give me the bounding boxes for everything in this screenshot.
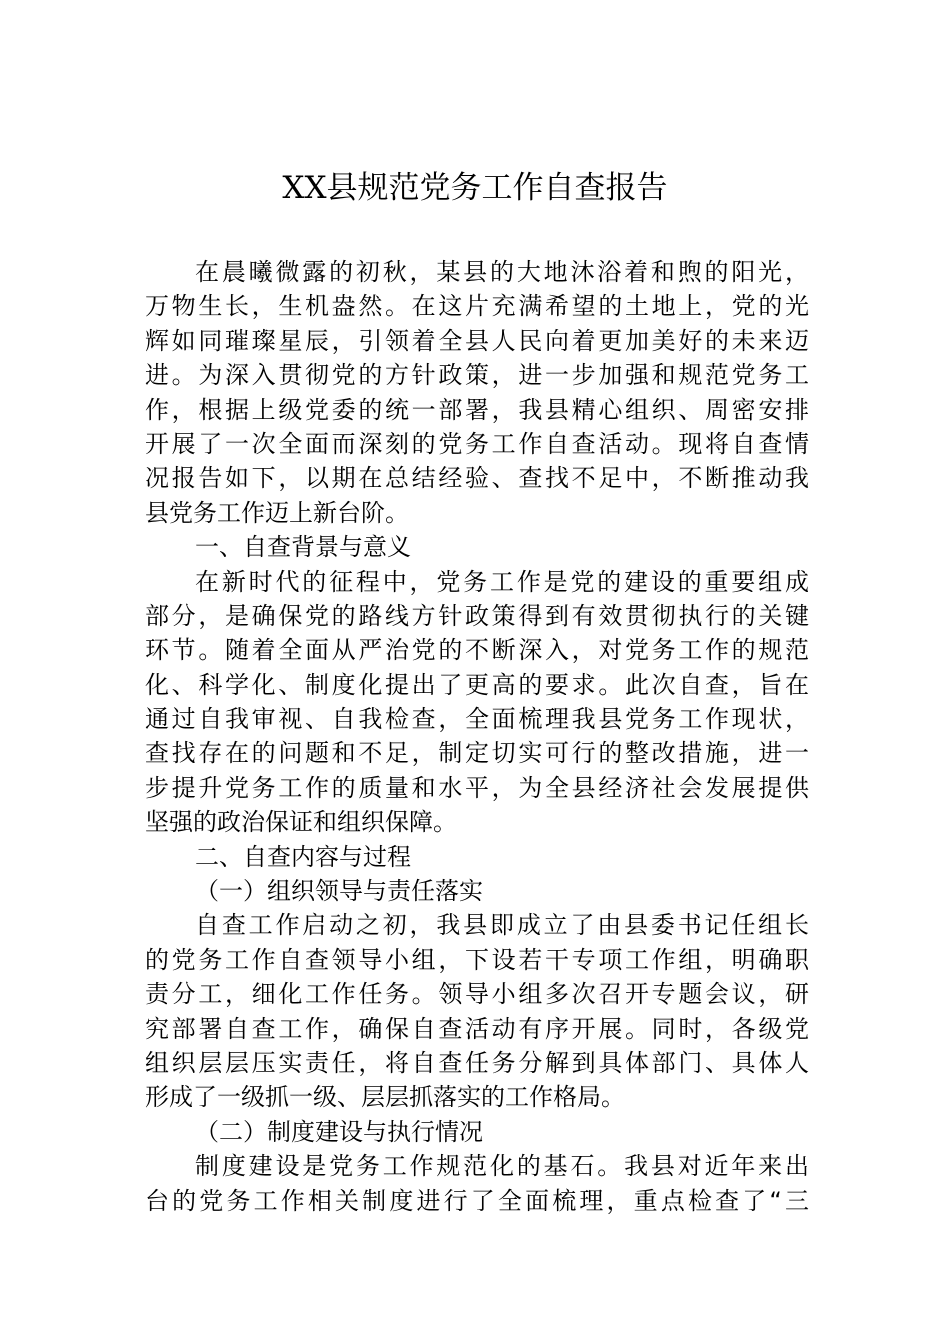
document-body <box>145 255 809 1218</box>
paragraph-line: 坚强的政治保证和组织保障。 <box>145 808 457 837</box>
paragraph-line: 的党务工作自查领导小组，下设若干专项工作组，明确职 <box>145 945 809 974</box>
paragraph-line: 县党务工作迈上新台阶。 <box>145 498 409 527</box>
section-heading: 一、自查背景与意义 <box>195 533 411 562</box>
paragraph-line: 开展了一次全面而深刻的党务工作自查活动。现将自查情 <box>145 429 809 458</box>
paragraph-line: 台的党务工作相关制度进行了全面梳理，重点检查了“三 <box>145 1186 809 1215</box>
paragraph-line: 自查工作启动之初，我县即成立了由县委书记任组长 <box>195 911 809 940</box>
paragraph-line: 万物生长，生机盎然。在这片充满希望的土地上，党的光 <box>145 292 809 321</box>
paragraph-line: 在新时代的征程中，党务工作是党的建设的重要组成 <box>195 567 809 596</box>
paragraph-line: 组织层层压实责任，将自查任务分解到具体部门、具体人 <box>145 1048 809 1077</box>
document-title: XX县规范党务工作自查报告 <box>282 170 668 206</box>
paragraph-line: 辉如同璀璨星辰，引领着全县人民向着更加美好的未来迈 <box>145 326 809 355</box>
paragraph-line: 查找存在的问题和不足，制定切实可行的整改措施，进一 <box>145 739 809 768</box>
subsection-heading: （二）制度建设与执行情况 <box>195 1117 483 1146</box>
paragraph-line: 步提升党务工作的质量和水平，为全县经济社会发展提供 <box>145 773 809 802</box>
section-heading: 二、自查内容与过程 <box>195 842 411 871</box>
paragraph-line: 作，根据上级党委的统一部署，我县精心组织、周密安排 <box>145 395 809 424</box>
subsection-heading: （一）组织领导与责任落实 <box>195 877 483 906</box>
paragraph-line: 制度建设是党务工作规范化的基石。我县对近年来出 <box>195 1152 809 1181</box>
paragraph-line: 通过自我审视、自我检查，全面梳理我县党务工作现状， <box>145 705 809 734</box>
paragraph-line: 部分，是确保党的路线方针政策得到有效贯彻执行的关键 <box>145 601 809 630</box>
paragraph-line: 在晨曦微露的初秋，某县的大地沐浴着和煦的阳光， <box>195 258 809 286</box>
paragraph-line: 形成了一级抓一级、层层抓落实的工作格局。 <box>145 1083 625 1112</box>
paragraph-line: 况报告如下，以期在总结经验、查找不足中，不断推动我 <box>145 464 809 493</box>
paragraph-line: 责分工，细化工作任务。领导小组多次召开专题会议，研 <box>145 980 809 1009</box>
paragraph-line: 进。为深入贯彻党的方针政策，进一步加强和规范党务工 <box>145 361 809 390</box>
paragraph-line: 究部署自查工作，确保自查活动有序开展。同时，各级党 <box>145 1014 809 1043</box>
paragraph-line: 化、科学化、制度化提出了更高的要求。此次自查，旨在 <box>145 670 809 699</box>
paragraph-line: 环节。随着全面从严治党的不断深入，对党务工作的规范 <box>145 636 809 665</box>
